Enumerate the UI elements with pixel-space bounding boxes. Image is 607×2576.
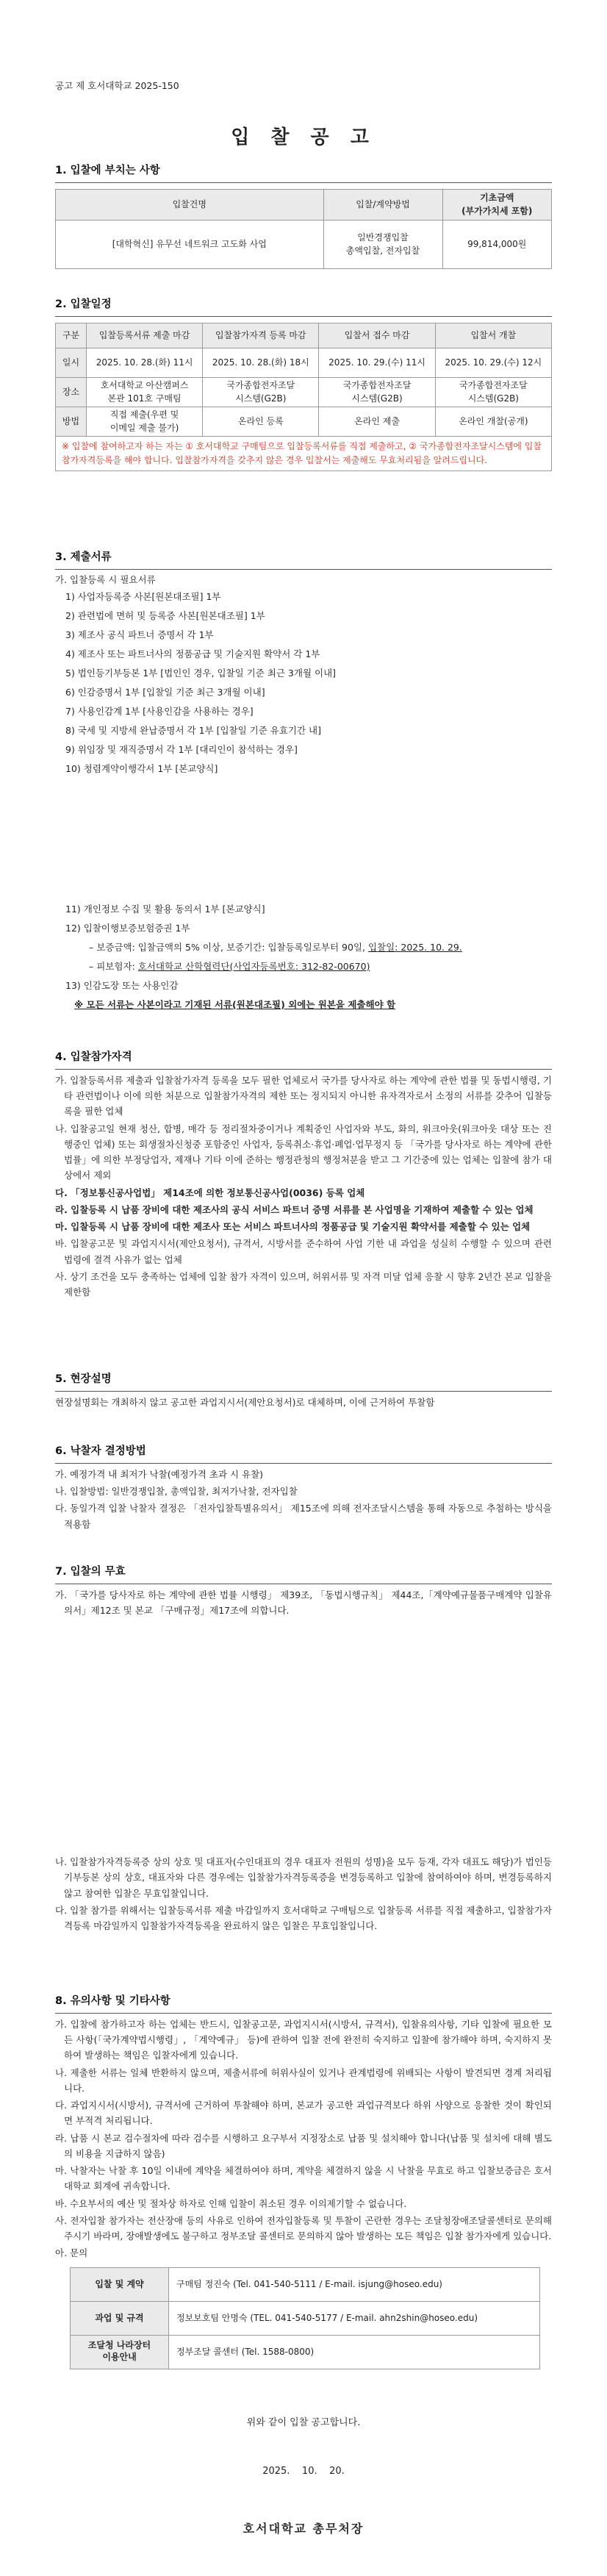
- schedule-cell: 직접 제출(우편 및 이메일 제출 불가): [87, 407, 203, 436]
- section-heading: 5. 현장설명: [55, 1373, 112, 1385]
- paragraph: 나. 입찰방법: 일반경쟁입찰, 총액입찰, 최저가낙찰, 전자입찰: [55, 1486, 298, 1497]
- schedule-cell: 2025. 10. 29.(수) 11시: [319, 348, 435, 377]
- notice-number: 공고 제 호서대학교 2025-150: [55, 80, 179, 91]
- divider: [55, 1391, 552, 1392]
- schedule-notice: ※ 입찰에 참여하고자 하는 자는 ① 호서대학교 구매팀으로 입찰등록서류를 직접 제출하고, ② 국가종합전자조달시스템에 입찰참가자격등록을 해야 합니다. 입찰참가자격을 갖추지 않은 경우 입찰서는 제출해도 무효처리됨을 알려드립니다.: [56, 436, 552, 471]
- list-item: 12) 입찰이행보증보험증권 1부: [65, 923, 190, 934]
- paragraph: 현장설명회는 개최하지 않고 공고한 과업지시서(제안요청서)로 대체하며, 이에 근거하여 투찰함: [55, 1396, 435, 1408]
- paragraph: 바. 입찰공고문 및 과업지시서(제안요청서), 규격서, 시방서를 준수하여 사업 기한 내 과업을 성실히 수행할 수 있으며 관련 법령에 결격 사유가 없는 업체: [55, 1238, 552, 1265]
- paragraph: 라. 납품 시 본교 검수절차에 따라 검수를 시행하고 요구부서 지정장소로 납품 및 설치해야 합니다(납품 및 설치에 대해 별도의 비용을 지급하지 않음): [55, 2132, 552, 2159]
- paragraph: 가. 예정가격 내 최저가 낙찰(예정가격 초과 시 유찰): [55, 1468, 264, 1480]
- col-header: 입찰건명: [56, 189, 324, 220]
- col-header: 입찰서 접수 마감: [319, 323, 435, 348]
- section-heading: 1. 입찰에 부치는 사항: [55, 165, 160, 176]
- document-list: [55, 903, 552, 1017]
- schedule-cell: 국가종합전자조달 시스템(G2B): [435, 377, 551, 407]
- schedule-cell: 호서대학교 아산캠퍼스 본관 101호 구매팀: [87, 377, 203, 407]
- contact-head: 입찰 및 계약: [71, 2267, 169, 2301]
- sub-heading: 가. 입찰등록 시 필요서류: [55, 573, 156, 585]
- divider: [55, 1069, 552, 1070]
- section-site-briefing: [55, 1372, 552, 1410]
- base-price: 99,814,000원: [442, 220, 552, 268]
- section-documents-cont: [55, 903, 552, 1017]
- schedule-cell: 국가종합전자조달 시스템(G2B): [203, 377, 319, 407]
- paragraph: 바. 수요부서의 예산 및 절차상 하자로 인해 입찰이 취소된 경우 이의제기할 수 없습니다.: [55, 2197, 407, 2209]
- contact-table: [70, 2267, 540, 2369]
- divider: [55, 569, 552, 570]
- list-item: 10) 청렴계약이행각서 1부 [본교양식]: [65, 762, 218, 774]
- divider: [55, 2013, 552, 2014]
- bid-method: 일반경쟁입찰 총액입찰, 전자입찰: [323, 220, 442, 268]
- list-item: 6) 인감증명서 1부 [입찰일 기준 최근 3개월 이내]: [65, 686, 265, 698]
- schedule-cell: 온라인 개찰(공개): [435, 407, 551, 436]
- divider: [55, 316, 552, 317]
- list-item: 4) 제조사 또는 파트너사의 정품공급 및 기술지원 확약서 각 1부: [65, 648, 320, 659]
- bid-name: [대학혁신] 유무선 네트워크 고도화 사업: [56, 220, 324, 268]
- section-heading: 7. 입찰의 무효: [55, 1566, 126, 1578]
- paragraph: 사. 상기 조건을 모두 충족하는 업체에 입찰 참가 자격이 있으며, 허위서류 및 자격 미달 업체 응찰 시 향후 2년간 본교 입찰을 제한함: [55, 1270, 552, 1298]
- section-heading: 4. 입찰참가자격: [55, 1051, 132, 1063]
- section-heading: 3. 제출서류: [55, 551, 112, 563]
- section-heading: 2. 입찰일정: [55, 298, 112, 310]
- section-eligibility: [55, 1050, 552, 1300]
- col-header: 입찰등록서류 제출 마감: [87, 323, 203, 348]
- list-item: 13) 인감도장 또는 사용인감: [65, 980, 179, 991]
- paragraph: 마. 낙찰자는 낙찰 후 10일 이내에 계약을 체결하여야 하며, 계약을 체결하지 않을 시 낙찰을 무효로 하고 입찰보증금은 호서대학교 회계에 귀속합니다.: [55, 2165, 552, 2192]
- section-bid-items: [55, 163, 552, 269]
- col-header: 입찰참가자격 등록 마감: [203, 323, 319, 348]
- paragraph: 다. 동일가격 입찰 낙찰자 결정은 「전자입찰특별유의서」 제15조에 의해 전자조달시스템을 통해 자동으로 추첨하는 방식을 적용함: [55, 1503, 552, 1530]
- row-header: 방법: [56, 407, 87, 436]
- schedule-cell: 2025. 10. 28.(화) 11시: [87, 348, 203, 377]
- contact-body: 구매팀 정진숙 (Tel. 041-540-5111 / E-mail. isjung@hoseo.edu): [169, 2267, 540, 2301]
- schedule-cell: 2025. 10. 29.(수) 12시: [435, 348, 551, 377]
- paragraph: 다. 입찰 참가를 위해서는 입찰등록서류 제출 마감일까지 호서대학교 구매팀으로 입찰등록 서류를 직접 제출하고, 입찰참가자격등록 마감일까지 입찰참가자격등록을 완료하지 않은 입찰은 무효입찰입니다.: [55, 1904, 552, 1931]
- paragraph: 사. 전자입찰 참가자는 전산장애 등의 사유로 인하여 전자입찰등록 및 투찰이 곤란한 경우는 조달청장애조달콜센터로 문의해 주시기 바라며, 장애발생에도 불구하고 정부조달 콜센터로 문의하지 않아 발생하는 모든 책임은 입찰 참가자에게 있습니다.: [55, 2214, 552, 2242]
- paragraph: 가. 입찰등록서류 제출과 입찰참가자격 등록을 모두 필한 업체로서 국가를 당사자로 하는 계약에 관한 법률 및 동법시행령, 기타 관련법이나 이에 의한 처분으로 입찰참가자격의 제한 또는 정지되지 아니한 유자격자로서 소정의 서류를 갖추어 입찰등록을 필한 업체: [55, 1074, 552, 1117]
- bond-detail: – 보증금액: 입찰금액의 5% 이상, 보증기간: 입찰등록일로부터 90일, 입찰일: 2025. 10. 29.: [89, 942, 462, 953]
- list-item: 9) 위임장 및 재직증명서 각 1부 [대리인이 참석하는 경우]: [65, 743, 298, 755]
- section-invalid-bids: [55, 1564, 552, 1618]
- paragraph: 다. 과업지시서(시방서), 규격서에 근거하여 투찰해야 하며, 본교가 공고한 과업규격보다 하위 사양으로 응찰한 것이 확인되면 부적격 처리됩니다.: [55, 2100, 552, 2127]
- row-header: 일시: [56, 348, 87, 377]
- document-list: [55, 590, 552, 781]
- contact-body: 정보보호팀 안명숙 (TEL. 041-540-5177 / E-mail. ahn2shin@hoseo.edu): [169, 2301, 540, 2335]
- col-header: 입찰서 개찰: [435, 323, 551, 348]
- list-item: 1) 사업자등록증 사본[원본대조필] 1부: [65, 590, 221, 602]
- section-documents: [55, 550, 552, 781]
- schedule-cell: 국가종합전자조달 시스템(G2B): [319, 377, 435, 407]
- contact-head: 조달청 나라장터 이용안내: [71, 2335, 169, 2369]
- section-heading: 6. 낙찰자 결정방법: [55, 1445, 146, 1457]
- list-item: 8) 국세 및 지방세 완납증명서 각 1부 [입찰일 기준 유효기간 내]: [65, 724, 321, 736]
- schedule-cell: 2025. 10. 28.(화) 18시: [203, 348, 319, 377]
- paragraph: 마. 입찰등록 시 납품 장비에 대한 제조사 또는 서비스 파트너사의 정품공급 및 기술지원 확약서를 제출할 수 있는 업체: [55, 1221, 531, 1232]
- contact-body: 정부조달 콜센터 (Tel. 1588-0800): [169, 2335, 540, 2369]
- paragraph: 라. 입찰등록 시 납품 장비에 대한 제조사의 공식 서비스 파트너 증명 서류를 본 사업명을 기재하여 제출할 수 있는 업체: [55, 1203, 534, 1215]
- paragraph: 가. 입찰에 참가하고자 하는 업체는 반드시, 입찰공고문, 과업지시서(시방서, 규격서), 입찰유의사항, 기타 입찰에 필요한 모든 사항(「국가계약법시행령」, 「계약예규」 등)에 관하여 입찰 전에 완전히 숙지하고 입찰에 참가해야 하며, 숙지하지 못하여 발생하는 책임은 입찰자에게 있습니다.: [55, 2018, 552, 2061]
- signer: 호서대학교 총무처장: [243, 2522, 364, 2536]
- paragraph: 나. 입찰참가자격등록증 상의 상호 및 대표자(수인대표의 경우 대표자 전원의 성명)을 모두 등재, 각자 대표도 해당)가 법인등기부등본 상의 상호, 대표자와 다른 경우에는 입찰참가자격등록증을 변경등록하고 입찰에 참여하여야 하며, 변경등록하지 않고 참여한 입찰은 무효입찰입니다.: [55, 1856, 552, 1899]
- col-header: 기초금액 (부가가치세 포함): [442, 189, 552, 220]
- section-award-method: [55, 1444, 552, 1532]
- list-item: 2) 관련법에 면허 및 등록증 사본[원본대조필] 1부: [65, 609, 265, 621]
- section-notes: [55, 1994, 552, 2369]
- divider: [55, 1463, 552, 1464]
- schedule-cell: 온라인 등록: [203, 407, 319, 436]
- paragraph: 나. 제출한 서류는 일체 반환하지 않으며, 제출서류에 허위사실이 있거나 관계법령에 위배되는 사항이 발견되면 경계 처리됩니다.: [55, 2067, 552, 2094]
- list-item: 7) 사용인감계 1부 [사용인감을 사용하는 경우]: [65, 705, 254, 717]
- paragraph: 아. 문의: [55, 2247, 88, 2259]
- row-header: 장소: [56, 377, 87, 407]
- section-schedule: [55, 297, 552, 471]
- list-item: 5) 법인등기부등본 1부 [법인인 경우, 입찰일 기준 최근 3개월 이내]: [65, 667, 337, 679]
- list-item: 3) 제조사 공식 파트너 증명서 각 1부: [65, 629, 214, 640]
- schedule-cell: 온라인 제출: [319, 407, 435, 436]
- list-item: 11) 개인정보 수집 및 활용 동의서 1부 [본교양식]: [65, 904, 265, 915]
- schedule-table: [55, 323, 552, 471]
- divider: [55, 182, 552, 183]
- col-header: 입찰/계약방법: [323, 189, 442, 220]
- col-header: 구분: [56, 323, 87, 348]
- documents-note: ※ 모든 서류는 사본이라고 기재된 서류(원본대조필) 외에는 원본을 제출해야 함: [74, 999, 396, 1010]
- paragraph: 다. 「정보통신공사업법」 제14조에 의한 정보통신공사업(0036) 등록 업체: [55, 1187, 365, 1198]
- bond-detail: – 피보험자: 호서대학교 산학협력단(사업자등록번호: 312-82-00670): [89, 961, 370, 972]
- paragraph: 가. 「국가를 당사자로 하는 계약에 관한 법률 시행령」 제39조, 「동법시행규칙」 제44조,「계약예규물품구매계약 입찰유의서」제12조 및 본교 「구매규정」제17조에 의합니다.: [55, 1589, 552, 1616]
- bid-items-table: [55, 189, 552, 269]
- paragraph: 나. 입찰공고일 현재 청산, 합병, 매각 등 정리절차중이거나 계획중인 사업자와 부도, 화의, 워크아웃(워크아웃 대상 또는 진행중인 업체) 또는 회생절차신청중 포함중인 사업자, 등록취소·휴업·폐업·업무정지 등 「국가를 당사자로 하는 계약에 관한 법률」에 의한 부정당업자, 제재나 기타 이에 준하는 행정관청의 행정처분을 받고 그 기간중에 있는 업체는 입찰에 참가 대상에서 제외: [55, 1123, 552, 1181]
- closing-date: 2025. 10. 20.: [262, 2466, 345, 2477]
- contact-head: 과업 및 규격: [71, 2301, 169, 2335]
- section-invalid-bids-cont: [55, 1854, 552, 1933]
- closing-text: 위와 같이 입찰 공고합니다.: [246, 2417, 361, 2428]
- section-heading: 8. 유의사항 및 기타사항: [55, 1995, 170, 2007]
- page-title: 입 찰 공 고: [231, 126, 376, 149]
